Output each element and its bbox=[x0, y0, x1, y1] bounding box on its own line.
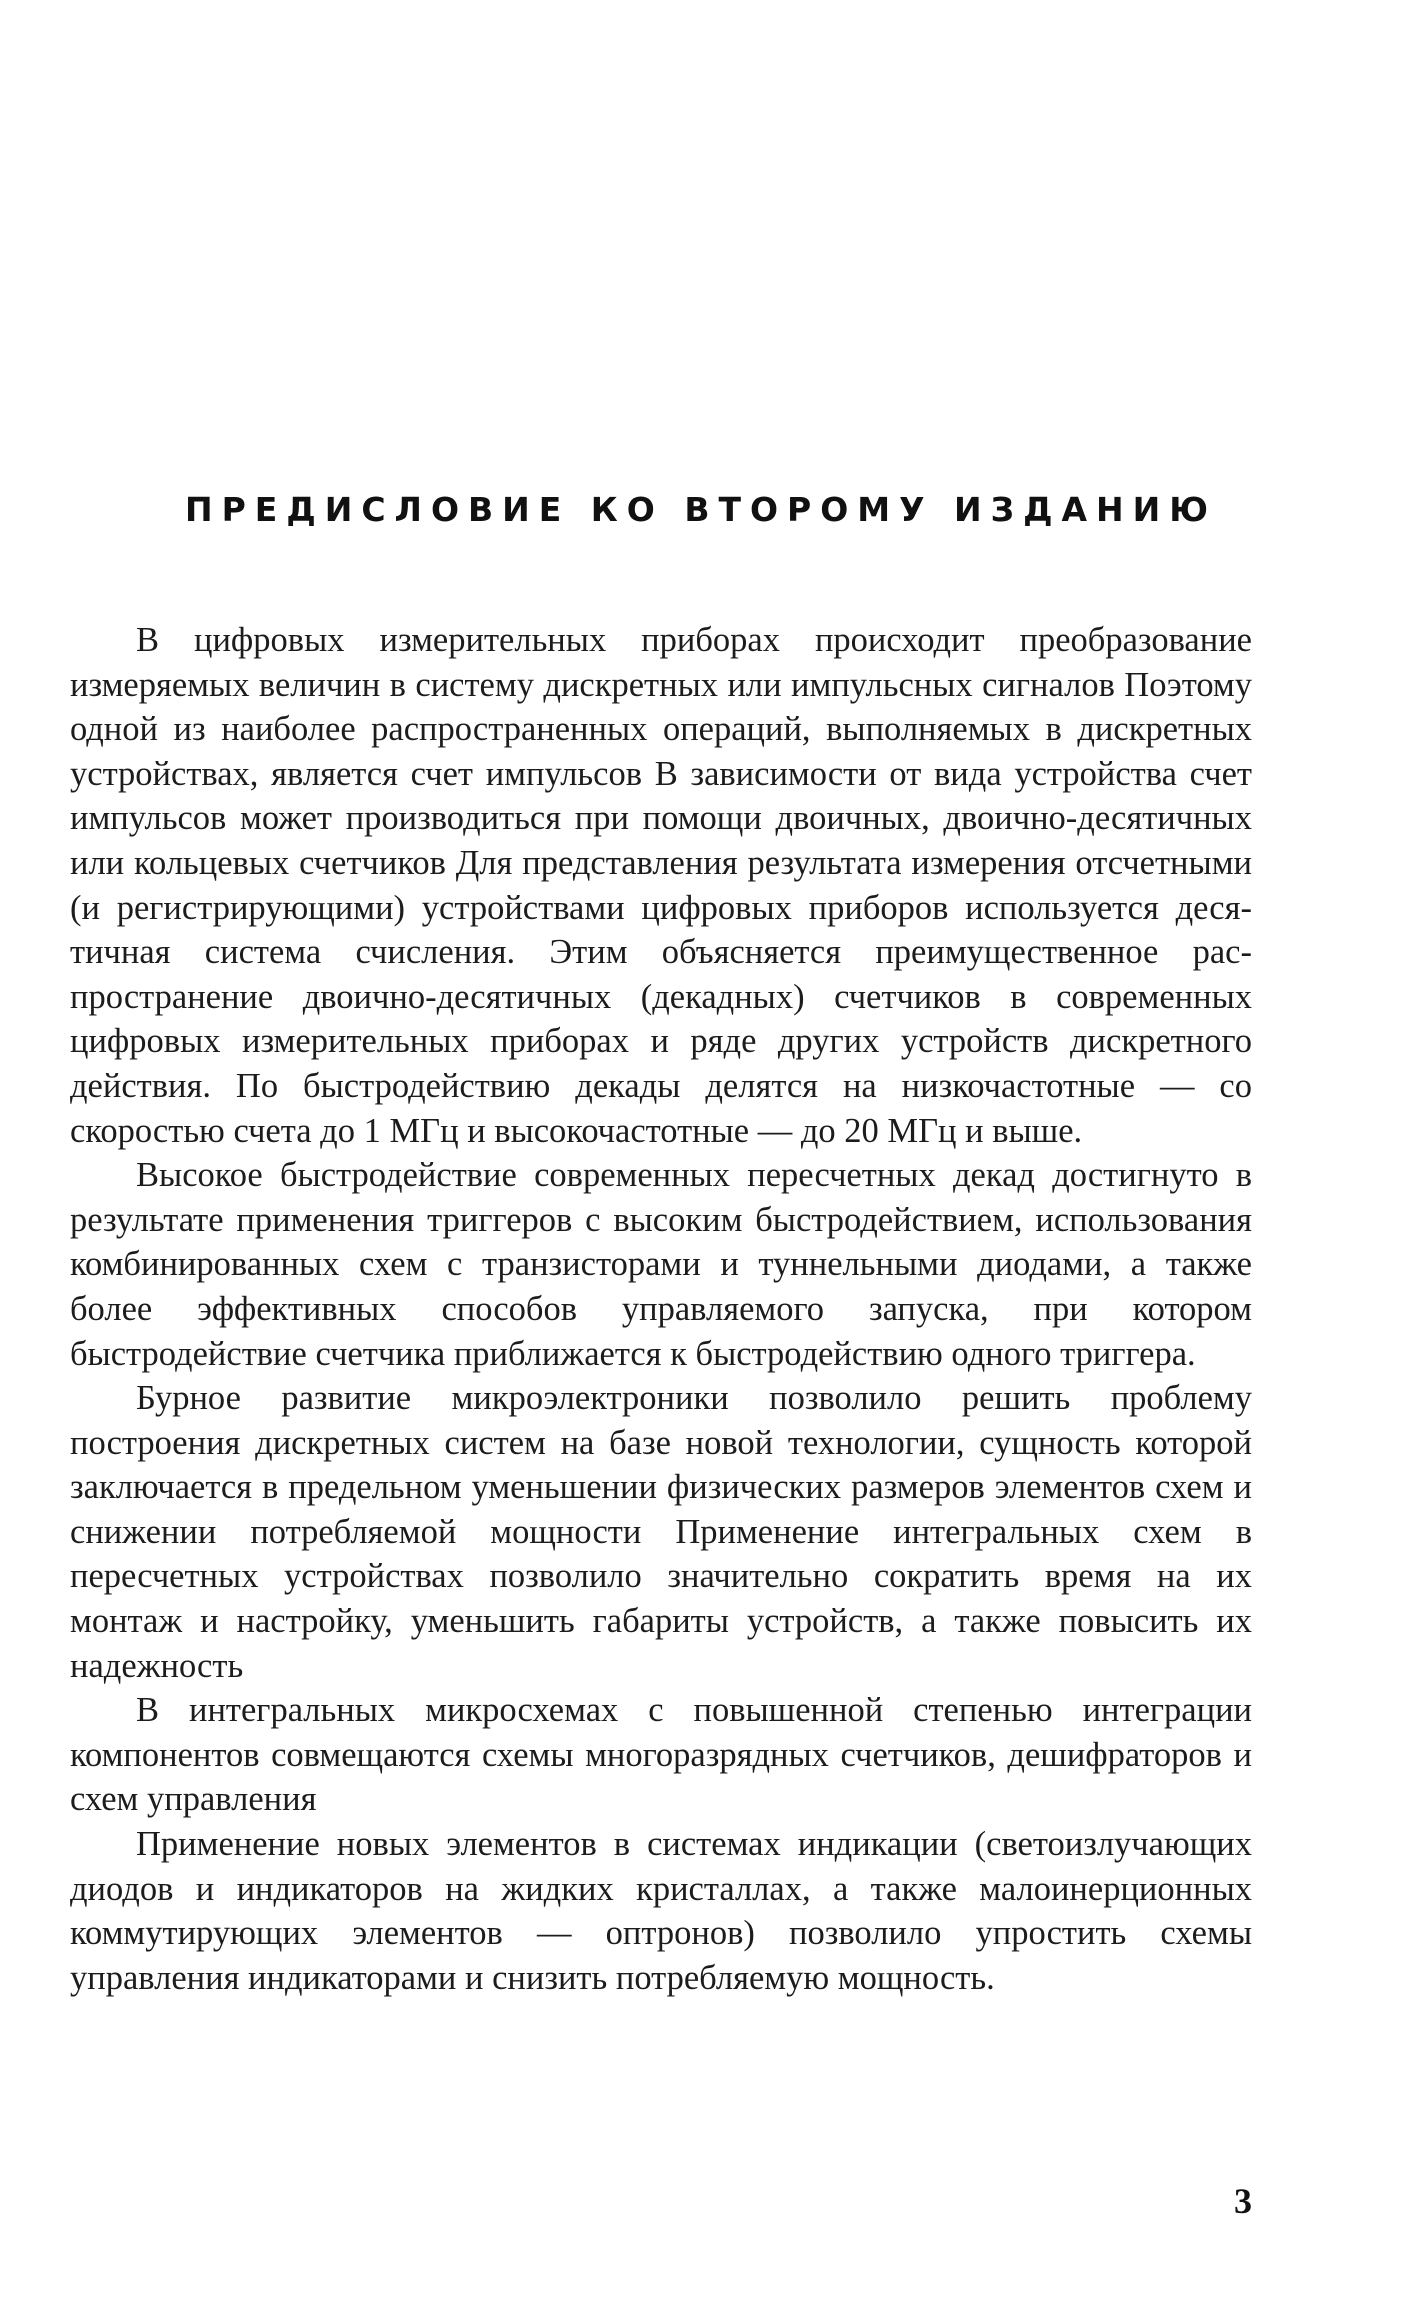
paragraph-2: Высокое быстродействие современных пересчетных декад достигнуто в результате применения триггеров с высоким быстродействием, использования комбинированных схем с транзисторами и туннельными диодами, а также более эффективных способов управляемого запуска, при котором быстродействие счетчика приближается к быстродействию одного триггера. bbox=[70, 1156, 1252, 1373]
paragraph-5: Применение новых элементов в системах индикации (светоизлучающих диодов и индикаторов на жидких кристаллах, а также малоинерционных коммутирующих элементов — оптронов) позволило упростить схемы управления индикаторами и снизить потребляемую мощность. bbox=[70, 1825, 1252, 1997]
paragraph-4: В интегральных микросхемах с повышенной степенью интеграции компонентов совмещаются схемы многоразрядных счетчиков, дешифраторов и схем управления bbox=[70, 1691, 1252, 1819]
paragraph-3: Бурное развитие микроэлектроники позволило решить проблему построения дискретных систем на базе новой технологии, сущность которой заключается в предельном уменьшении физических размеров элементов схем и снижении потребляемой мощности Применение интегральных схем в пересчетных устройствах позволило значительно сократить время на их монтаж и настройку, уменьшить габариты устройств, а также повысить их надежность bbox=[70, 1379, 1252, 1685]
preface-heading: ПРЕДИСЛОВИЕ КО ВТОРОМУ ИЗДАНИЮ bbox=[184, 490, 1218, 529]
paragraph-1: В цифровых измерительных приборах происходит преобразование измеряемых величин в систему дискретных или импульсных сигналов Поэтому одной из наиболее распространенных операций, выполняемых в дискретных устройствах, является счет импульсов В зависимости от вида устройства счет импульсов может производиться при помощи двоичных, двоично-десятичных или кольцевых счетчиков Для представления результата измерения отсчетными (и регистрирующими) устройствами цифровых приборов используется десятичная система счисления. Этим объясняется преимущественное распространение двоично-десятичных (декадных) счетчиков в современных цифровых измерительных приборах и ряде других устройств дискретного действия. По быстродействию декады делятся на низкочастотные — со скоростью счета до 1 МГц и высокочастотные — до 20 МГц и выше. bbox=[70, 621, 1252, 1150]
preface-body bbox=[70, 618, 1252, 2000]
page-number: 3 bbox=[1234, 2181, 1252, 2221]
